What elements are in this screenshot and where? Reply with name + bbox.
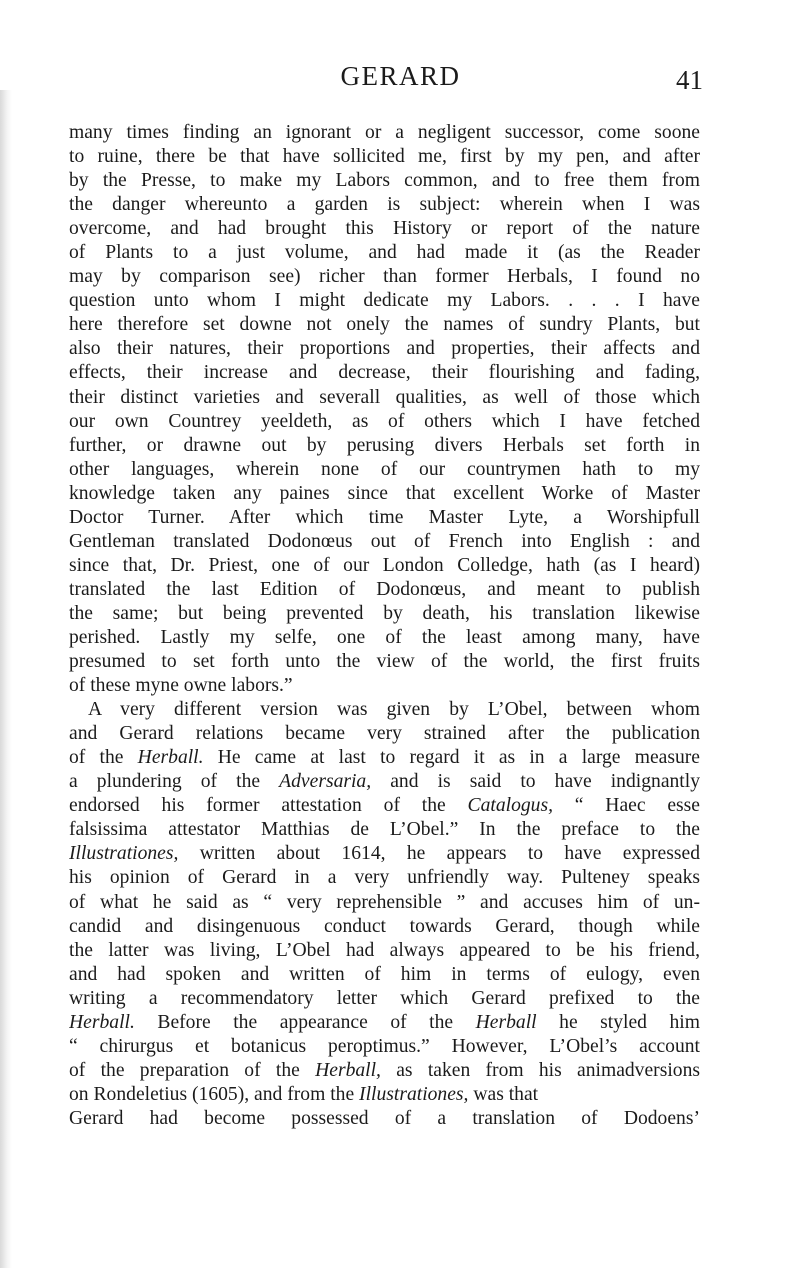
text-run: A very different version was given by L’Obel, between whom	[88, 699, 700, 721]
text-run: he styled him	[536, 1011, 700, 1033]
text-run: of the	[69, 747, 138, 769]
text-run: Before the appearance of the	[134, 1011, 476, 1033]
text-line	[69, 698, 700, 722]
text-run: his opinion of Gerard in a very unfriendly way. Pulteney speaks	[69, 867, 700, 889]
text-run: was that	[468, 1083, 539, 1105]
text-line: further, or drawne out by perusing divers Herbals set forth in	[69, 434, 700, 456]
text-run: and is said to have indignantly	[371, 771, 700, 793]
page-header	[0, 60, 801, 100]
text-run: of the preparation of the	[69, 1059, 316, 1081]
text-line: the same; but being prevented by death, his translation likewise	[69, 602, 700, 624]
text-line: overcome, and had brought this History or report of the nature	[69, 218, 700, 240]
text-line	[69, 915, 700, 939]
italic-title: Herball,	[315, 1059, 381, 1081]
text-run: the latter was living, L’Obel had always appeared to be his friend,	[69, 939, 700, 961]
italic-title: Herball	[475, 1011, 537, 1033]
italic-title: Adversaria,	[279, 771, 372, 793]
text-line	[69, 987, 700, 1011]
text-line	[69, 1059, 700, 1083]
text-line	[69, 770, 700, 794]
text-line	[69, 1035, 700, 1059]
text-line	[69, 866, 700, 890]
text-line: the danger whereunto a garden is subject: wherein when I was	[69, 194, 700, 216]
italic-title: Herball.	[137, 747, 204, 769]
text-line: question unto whom I might dedicate my Labors. . . . I have	[69, 290, 700, 312]
text-line	[69, 842, 700, 866]
text-line: Gentleman translated Dodonœus out of French into English : and	[69, 530, 700, 552]
text-line	[69, 818, 700, 842]
text-line: perished. Lastly my selfe, one of the least among many, have	[69, 626, 700, 648]
text-run: endorsed his former attestation of the	[69, 795, 468, 817]
text-run: as taken from his animadversions	[380, 1059, 700, 1081]
text-line: effects, their increase and decrease, their flourishing and fading,	[69, 362, 700, 384]
text-line	[69, 939, 700, 963]
text-line	[69, 1083, 700, 1107]
text-run: Gerard had become possessed of a translation of Dodoens’	[69, 1107, 700, 1129]
text-line	[69, 1011, 700, 1035]
text-line: knowledge taken any paines since that excellent Worke of Master	[69, 482, 700, 504]
text-line	[69, 1107, 700, 1131]
text-line: our own Countrey yeeldeth, as of others which I have fetched	[69, 410, 700, 432]
text-run: falsissima attestator Matthias de L’Obel.” In the preface to the	[69, 819, 700, 841]
text-run: “ chirurgus et botanicus peroptimus.” However, L’Obel’s account	[69, 1035, 700, 1057]
text-line: translated the last Edition of Dodonœus, and meant to publish	[69, 578, 700, 600]
text-line	[69, 722, 700, 746]
page-gutter-shadow	[0, 90, 12, 1268]
text-line: other languages, wherein none of our countrymen hath to my	[69, 458, 700, 480]
text-line: many times finding an ignorant or a negligent successor, come soone	[69, 122, 700, 143]
text-run: He came at last to regard it as in a large measure	[203, 747, 700, 769]
italic-title: Herball.	[69, 1011, 135, 1033]
text-line: presumed to set forth unto the view of the world, the first fruits	[69, 651, 700, 673]
text-line: of these myne owne labors.”	[69, 675, 293, 697]
text-run: writing a recommendatory letter which Gerard prefixed to the	[69, 987, 700, 1009]
text-line	[69, 746, 700, 770]
italic-title: Illustrationes,	[69, 843, 179, 865]
text-run: on Rondeletius (1605), and from the	[69, 1083, 360, 1105]
text-line	[69, 891, 700, 915]
text-line: Doctor Turner. After which time Master Lyte, a Worshipfull	[69, 506, 700, 528]
text-run: of what he said as “ very reprehensible ” and accuses him of un-	[69, 891, 700, 913]
text-line	[69, 794, 700, 818]
text-line: may by comparison see) richer than former Herbals, I found no	[69, 266, 700, 288]
text-line: by the Presse, to make my Labors common, and to free them from	[69, 170, 700, 192]
text-line: their distinct varieties and severall qualities, as well of those which	[69, 386, 700, 408]
text-line: to ruine, there be that have sollicited me, first by my pen, and after	[69, 146, 700, 168]
text-line: also their natures, their proportions and properties, their affects and	[69, 338, 700, 360]
text-run: and had spoken and written of him in terms of eulogy, even	[69, 963, 700, 985]
running-head: GERARD	[340, 61, 461, 91]
text-line: here therefore set downe not onely the names of sundry Plants, but	[69, 314, 700, 336]
page-number: 41	[676, 65, 703, 95]
body-text	[69, 121, 700, 1131]
italic-title: Catalogus,	[467, 795, 553, 817]
text-line	[69, 963, 700, 987]
text-run: written about 1614, he appears to have expressed	[178, 843, 700, 865]
text-run: a plundering of the	[69, 771, 280, 793]
italic-title: Illustrationes,	[359, 1083, 469, 1105]
text-line: of Plants to a just volume, and had made it (as the Reader	[69, 242, 700, 264]
text-run: and Gerard relations became very strained after the publication	[69, 723, 700, 745]
text-run: candid and disingenuous conduct towards Gerard, though while	[69, 915, 700, 937]
text-line: since that, Dr. Priest, one of our London Colledge, hath (as I heard)	[69, 554, 700, 576]
text-run: “ Haec esse	[553, 795, 700, 817]
